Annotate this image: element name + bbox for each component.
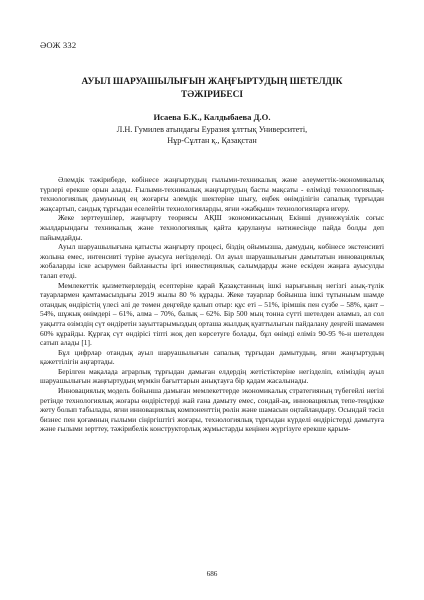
article-title <box>40 76 384 102</box>
affiliation-line-1: Л.Н. Гумилев атындағы Еуразия ұлттық Университеті, <box>116 125 308 134</box>
body-paragraph: Жеке зерттеушілер, жаңғырту теориясы АҚШ экономикасының Екінші дүниежүзілік соғыс жылдарындағы техникалық және технологиялық қайта қарулануы нәтижесінде пайда болды деп пайымдайды. <box>40 213 384 242</box>
article-authors: Исаева Б.К., Калдыбаева Д.О. <box>153 112 271 122</box>
body-paragraph: Ауыл шаруашылығына қатысты жаңғырту процесі, біздің ойымызша, дамудың, көбінесе экстенсивті жолына емес, интенсивті түріне ауысуға негізделеді. Ол ауыл шаруашылығын дамытатын инновациялық жобаларды іске асырумен байланысты іргі инвестициялық салымдарды және ескіден жаңаға ауысулды талап етеді. <box>40 242 384 280</box>
body-paragraph: Бұл цифрлар отандық ауыл шаруашылығын сапалық тұрғыдан дамытудың, яғни жаңғыртудың қажеттілігін аңғартады. <box>40 347 384 367</box>
article-body <box>40 175 384 434</box>
page-number: 686 <box>206 570 218 578</box>
author-affiliation <box>40 124 384 147</box>
affiliation-line-2: Нұр-Сұлтан қ., Қазақстан <box>167 136 257 146</box>
body-paragraph: Инновациялық модель бойынша дамыған мемлекеттерде экономикалық стратегияның түбегейлі негізі ретінде технологиялық жоғары өндірістерді жай ғана дамыту емес, сондай-ақ, инновациялық тепе-теңдікке жету болып табылады, яғни инновациялық компоненттің рөлін және шамасын оңтайландыру. Осындай тәсіл бизнес пен қоғамның ғылыми сіңіргіштігі жоғары, технологиялық тұрғыдан күрделі өндірістерді дамытуға және ғылыми зерттеу, тәжірибелік конструкторлық жұмыстарды кеңінен жүргізуге ерекше қарым- <box>40 386 384 434</box>
body-paragraph: Әлемдік тәжірибеде, көбінесе жаңғыртудың ғылыми-техникалық және әлеуметтік-экономикалық түрлері ерекше орын алады. Ғылыми-техникалық жаңғыртудың басты мақсаты - елімізді технологиялық-технологиялық дамуының ең жоғарғы әлемдік шектеріне шығу, еңбек өнімділігін сапалық тұрғыдан жақсартып, сандық тұрғыдан еселейтін технологияларды, яғни «жабқыш» технологияларға игеру. <box>40 175 384 213</box>
udc-code: ӘОЖ 332 <box>40 40 77 50</box>
body-paragraph: Мемлекеттік қызметкерлердің есептеріне қарай Қазақстанның ішкі нарығының негізгі азық-түлік тауарлармен қамтамасыздығы 2019 жылы 80 % құрады. Жеке тауарлар бойынша ішкі тұтыныым шамде отандық өндірістің үлесі әлі де төмен деңгейде қалып отыр: құс еті – 51%, ірімшік пен сүзбе – 58%, қант – 54%, шұжық өнімдері – 61%, алма – 70%, балық – 62%. Бір 500 мың тонна сүтті шетелден аламыз, ал сол уақытта өзімздің сүт өндіретін зауыттарымыздың орташа жылдық қуаттылығын пайдалану деңгейі шамамен 60% құрайды. Құрғақ сүт өндірісі тіпті жоқ деп көрсетуге болады, бұл өнімді еліміз 90-95 %-н шетелден сатып алады [1]. <box>40 280 384 348</box>
article-title-line-1: АУЫЛ ШАРУАШЫЛЫҒЫН ЖАҢҒЫРТУДЫҢ ШЕТЕЛДІК <box>81 77 343 87</box>
article-title-line-2: ТӘЖІРИБЕСІ <box>181 90 243 100</box>
body-paragraph: Берілген мақалада аграрлық тұрғыдан дамыған елдердің жетістіктеріне негізделіп, еліміздің ауыл шаруашылығын жаңғыртудың мүмкін бағыттарын анықтауға бір қадам жасалынады. <box>40 366 384 386</box>
